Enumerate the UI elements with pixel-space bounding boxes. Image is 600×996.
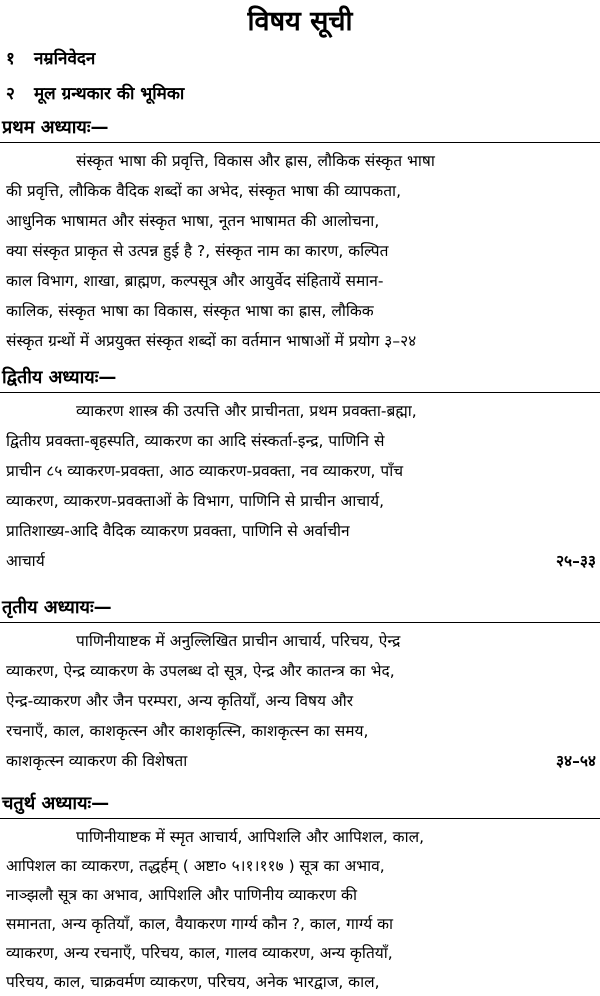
- chapter-text-line: काशकृत्स्न व्याकरण की विशेषता: [6, 752, 188, 770]
- chapter-text-line: पाणिनीयाष्टक में अनुल्लिखित प्राचीन आचार्य, परिचय, ऐन्द्र: [76, 632, 401, 650]
- page-range: २५–३३: [556, 552, 596, 570]
- chapter-title: चतुर्थ अध्यायः—: [2, 793, 110, 814]
- divider: [0, 142, 600, 143]
- chapter-text-line: प्राचीन ८५ व्याकरण-प्रवक्ता, आठ व्याकरण-प्रवक्ता, नव व्याकरण, पाँच: [6, 462, 404, 480]
- divider: [0, 622, 600, 623]
- chapter-text-line: नाञ्झलौ सूत्र का अभाव, आपिशलि और पाणिनीय व्याकरण की: [6, 886, 357, 904]
- chapter-text-line: व्याकरण, अन्य रचनाएँ, परिचय, काल, गालव व्याकरण, अन्य कृतियाँ,: [6, 944, 393, 962]
- chapter-text-line: कालिक, संस्कृत भाषा का विकास, संस्कृत भाषा का ह्रास, लौकिक: [6, 302, 374, 320]
- chapter-title: तृतीय अध्यायः—: [2, 597, 112, 618]
- chapter-text-line: संस्कृत भाषा की प्रवृत्ति, विकास और ह्रास, लौकिक संस्कृत भाषा: [76, 152, 435, 170]
- divider: [0, 392, 600, 393]
- chapter-3: [0, 594, 600, 790]
- page-range: ३४–५४: [556, 752, 596, 770]
- toc-item-label: मूल ग्रन्थकार की भूमिका: [34, 84, 185, 104]
- chapter-text-line: ऐन्द्र-व्याकरण और जैन परम्परा, अन्य कृतियाँ, अन्य विषय और: [6, 692, 354, 710]
- toc-item-label: नम्रनिवेदन: [34, 49, 96, 69]
- chapter-text-line: व्याकरण शास्त्र की उत्पत्ति और प्राचीनता, प्रथम प्रवक्ता-ब्रह्मा,: [76, 402, 417, 420]
- page-title: विषय सूची: [247, 6, 353, 37]
- chapter-text-line: परिचय, काल, चाक्रवर्मण व्याकरण, परिचय, अनेक भारद्वाज, काल,: [6, 973, 380, 991]
- chapter-2: [0, 364, 600, 590]
- chapter-text-line: रचनाएँ, काल, काशकृत्स्न और काशकृत्स्नि, काशकृत्स्न का समय,: [6, 722, 369, 740]
- chapter-title: प्रथम अध्यायः—: [2, 117, 109, 138]
- chapter-text-line: संस्कृत ग्रन्थों में अप्रयुक्त संस्कृत शब्दों का वर्तमान भाषाओं में प्रयोग ३–२४: [6, 332, 417, 350]
- chapter-text-line: समानता, अन्य कृतियाँ, काल, वैयाकरण गार्ग्य कौन ?, काल, गार्ग्य का: [6, 915, 394, 933]
- chapter-text-line: प्रातिशाख्य-आदि वैदिक व्याकरण प्रवक्ता, पाणिनि से अर्वाचीन: [6, 522, 350, 540]
- chapter-text-line: आधुनिक भाषामत और संस्कृत भाषा, नूतन भाषामत की आलोचना,: [6, 212, 380, 230]
- chapter-1: [0, 114, 600, 364]
- chapter-text-line: क्या संस्कृत प्राकृत से उत्पन्न हुई है ?, संस्कृत नाम का कारण, कल्पित: [6, 242, 389, 260]
- toc-item-number: १: [6, 49, 15, 69]
- chapter-text-line: पाणिनीयाष्टक में स्मृत आचार्य, आपिशलि और आपिशल, काल,: [76, 828, 425, 846]
- chapter-text-line: की प्रवृत्ति, लौकिक वैदिक शब्दों का अभेद, संस्कृत भाषा की व्यापकता,: [6, 182, 401, 200]
- chapter-title: द्वितीय अध्यायः—: [2, 367, 117, 388]
- toc-item-author-introduction: [6, 81, 184, 107]
- chapter-4: [0, 790, 600, 996]
- chapter-text-line: आपिशल का व्याकरण, तद्धर्हम् ( अष्टा० ५।१।११७ ) सूत्र का अभाव,: [6, 857, 385, 875]
- chapter-text-line: आचार्य: [6, 552, 45, 570]
- divider: [0, 818, 600, 819]
- chapter-text-line: द्वितीय प्रवक्ता-बृहस्पति, व्याकरण का आदि संस्कर्ता-इन्द्र, पाणिनि से: [6, 432, 385, 450]
- chapter-text-line: व्याकरण, व्याकरण-प्रवक्ताओं के विभाग, पाणिनि से प्राचीन आचार्य,: [6, 492, 385, 510]
- chapter-text-line: काल विभाग, शाखा, ब्राह्मण, कल्पसूत्र और आयुर्वेद संहितायें समान-: [6, 272, 384, 290]
- toc-item-number: २: [6, 84, 15, 104]
- toc-item-preface: [6, 46, 95, 72]
- chapter-text-line: व्याकरण, ऐन्द्र व्याकरण के उपलब्ध दो सूत्र, ऐन्द्र और कातन्त्र का भेद,: [6, 662, 395, 680]
